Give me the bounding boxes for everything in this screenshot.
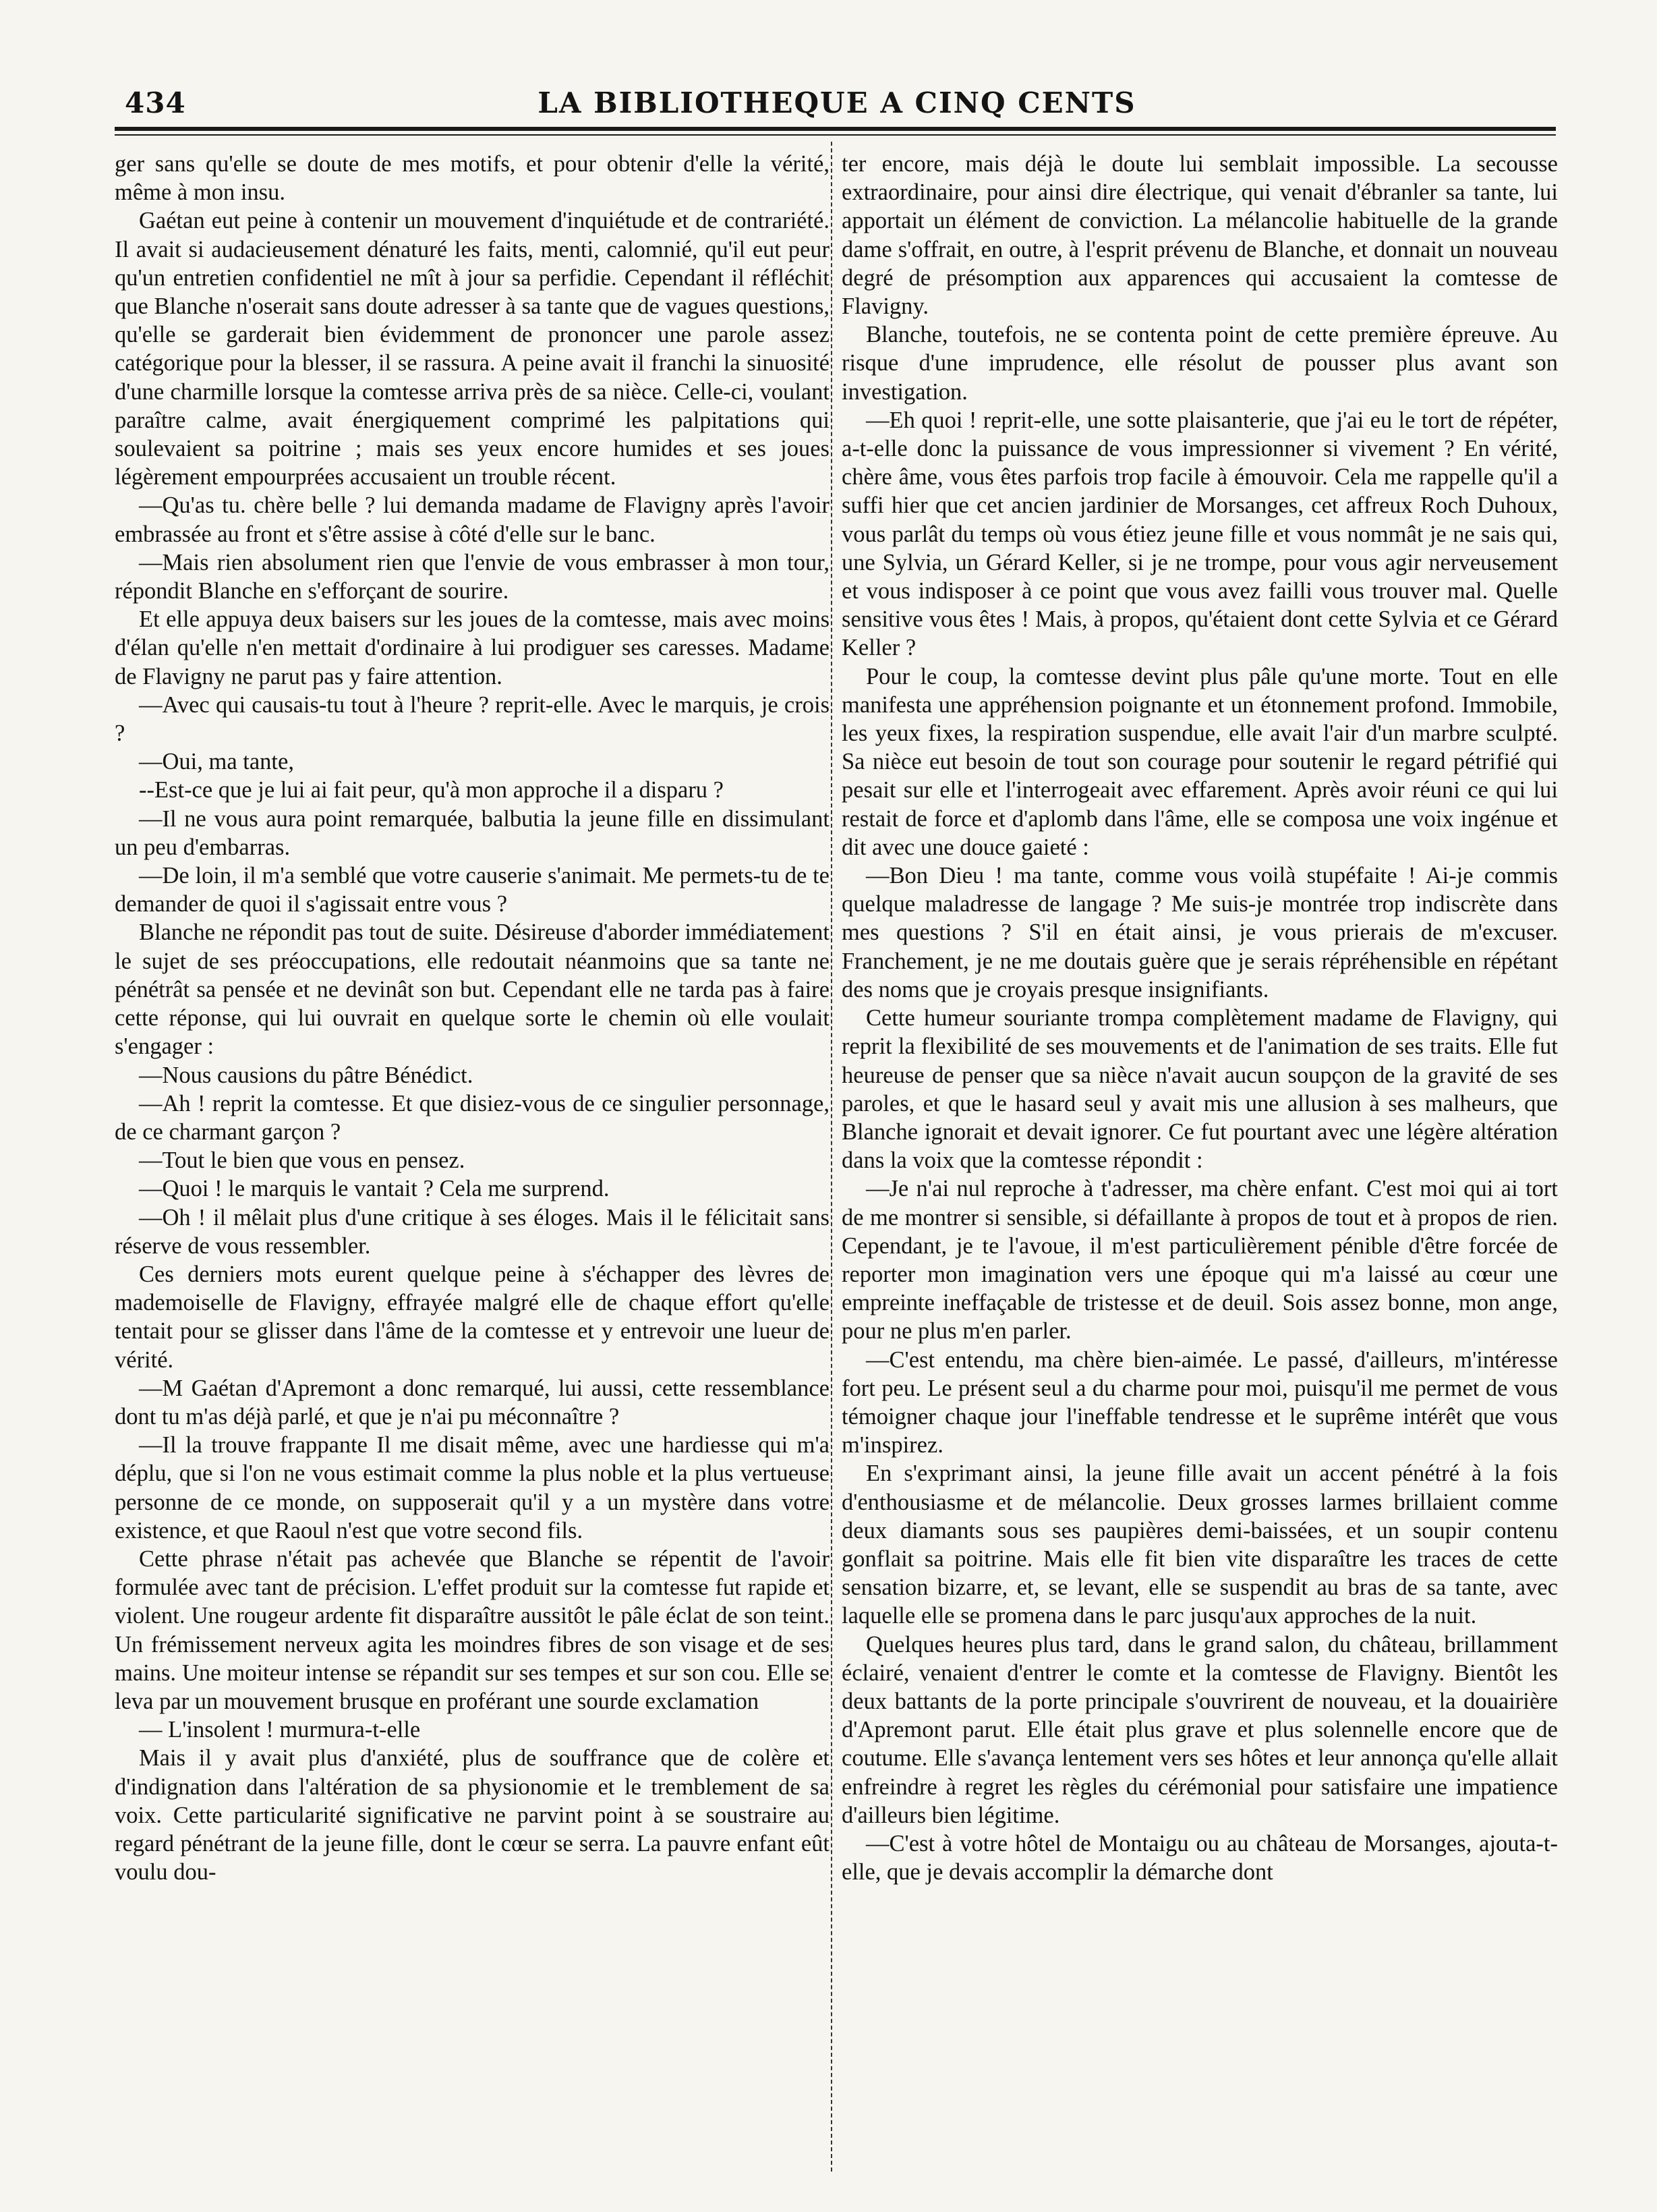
paragraph: Gaétan eut peine à contenir un mouvement d'inquiétude et de contrariété. Il avait si audacieusement dénaturé les faits, menti, calomnié, qu'il eut peur qu'un entretien confidentiel ne mît à jour sa perfidie. Cependant il réfléchit que Blanche n'oserait sans doute adresser à sa tante que de vagues questions, qu'elle se garderait bien évidemment de prononcer une parole assez catégorique pour la blesser, il se rassura. A peine avait il franchi la sinuosité d'une charmille lorsque la comtesse arriva près de sa nièce. Celle-ci, voulant paraître calme, avait énergiquement comprimé les palpitations qui soulevaient sa poitrine ; mais ses yeux encore humides et ses joues légèrement empourprées accusaient un trouble récent.	[115, 208, 830, 490]
paragraph: Quelques heures plus tard, dans le grand salon, du château, brillamment éclairé, venaient d'entrer le comte et la comtesse de Flavigny. Bientôt les deux battants de la porte principale s'ouvrirent de nouveau, et la douairière d'Apremont parut. Elle était plus grave et plus solennelle encore que de coutume. Elle s'avança lentement vers ses hôtes et leur annonça qu'elle allait enfreindre à regret les règles du cérémonial pour satisfaire une impatience d'ailleurs bien légitime.	[842, 1631, 1558, 1828]
paragraph: ger sans qu'elle se doute de mes motifs, et pour obtenir d'elle la vérité, même à mon insu.	[115, 151, 830, 206]
paragraph: —Qu'as tu. chère belle ? lui demanda madame de Flavigny après l'avoir embrassée au front et s'être assise à côté d'elle sur le banc.	[115, 492, 830, 547]
paragraph: —Il la trouve frappante Il me disait même, avec une hardiesse qui m'a déplu, que si l'on ne vous estimait comme la plus noble et la plus vertueuse personne de ce monde, on supposerait qu'il y a un mystère dans votre existence, et que Raoul n'est que votre second fils.	[115, 1432, 830, 1543]
paragraph: —Tout le bien que vous en pensez.	[139, 1147, 465, 1174]
paragraph: Cette phrase n'était pas achevée que Blanche se répentit de l'avoir formulée avec tant de précision. L'effet produit sur la comtesse fut rapide et violent. Une rougeur ardente fit disparaître aussitôt le pâle éclat de son teint. Un frémissement nerveux agita les moindres fibres de son visage et de ses mains. Une moiteur intense se répandit sur ses tempes et sur son cou. Elle se leva par un mouvement brusque en proférant une sourde exclamation	[115, 1545, 830, 1714]
paragraph: ter encore, mais déjà le doute lui semblait impossible. La secousse extraordinaire, pour ainsi dire électrique, qui venait d'ébranler sa tante, lui apportait un élément de conviction. La mélancolie habituelle de la grande dame s'offrait, en outre, à l'esprit prévenu de Blanche, et donnait un nouveau degré de présomption aux apparences qui accusaient la comtesse de Flavigny.	[842, 151, 1558, 320]
paragraph: Cette humeur souriante trompa complètement madame de Flavigny, qui reprit la flexibilité de ses mouvements et de l'animation de ses traits. Elle fut heureuse de penser que sa nièce n'avait aucun soupçon de la gravité de ses paroles, et que le hasard seul y avait mis une allusion à ses malheurs, que Blanche ignorait et devait ignorer. Ce fut pourtant avec une légère altération dans la voix que la comtesse répondit :	[842, 1005, 1558, 1174]
paragraph: —Bon Dieu ! ma tante, comme vous voilà stupéfaite ! Ai-je commis quelque maladresse de langage ? Me suis-je montrée trop indiscrète dans mes questions ? S'il en était ainsi, je vous prierais de m'excuser. Franchement, je ne me doutais guère que je serais répréhensible en répétant des noms que je croyais presque insignifiants.	[842, 863, 1558, 1002]
paragraph: —Avec qui causais-tu tout à l'heure ? reprit-elle. Avec le marquis, je crois ?	[115, 691, 830, 747]
paragraph: Pour le coup, la comtesse devint plus pâle qu'une morte. Tout en elle manifesta une appréhension poignante et un étonnement profond. Immobile, les yeux fixes, la respiration suspendue, elle avait l'air d'un marbre sculpté. Sa nièce eut besoin de tout son courage pour soutenir le regard pétrifié qui pesait sur elle et l'interrogeait avec effarement. Après avoir réuni ce qui lui restait de force et d'aplomb dans l'âme, elle se composa une voix ingénue et dit avec une douce gaieté :	[842, 663, 1558, 860]
paragraph: —Nous causions du pâtre Bénédict.	[139, 1062, 473, 1088]
paragraph: — L'insolent ! murmura-t-elle	[139, 1717, 421, 1743]
header-rule	[115, 127, 1556, 131]
column-divider	[831, 142, 832, 2172]
paragraph: Mais il y avait plus d'anxiété, plus de souffrance que de colère et d'indignation dans l'altération de sa physionomie et le tremblement de sa voix. Cette particularité significative ne parvint point à se soustraire au regard pénétrant de la jeune fille, dont le cœur se serra. La pauvre enfant eût voulu dou-	[115, 1745, 830, 1885]
paragraph: Blanche, toutefois, ne se contenta point de cette première épreuve. Au risque d'une imprudence, elle résolut de pousser plus avant son investigation.	[842, 322, 1558, 405]
right-column	[842, 150, 1558, 1886]
paragraph: —Il ne vous aura point remarquée, balbutia la jeune fille en dissimulant un peu d'embarras.	[115, 805, 830, 860]
paragraph: —Eh quoi ! reprit-elle, une sotte plaisanterie, que j'ai eu le tort de répéter, a-t-elle donc la puissance de vous impressionner si vivement ? En vérité, chère âme, vous êtes parfois trop facile à émouvoir. Cela me rappelle qu'il a suffi hier que cet ancien jardinier de Morsanges, cet affreux Roch Duhoux, vous parlât du temps où vous étiez jeune fille et vous nommât je ne sais qui, une Sylvia, un Gérard Keller, si je ne trompe, pour vous agir nerveusement et vous indisposer à ce point que vous avez failli vous trouver mal. Quelle sensitive vous êtes ! Mais, à propos, qu'étaient dont cette Sylvia et ce Gérard Keller ?	[842, 407, 1558, 661]
paragraph: —Oh ! il mêlait plus d'une critique à ses éloges. Mais il le félicitait sans réserve de vous ressembler.	[115, 1204, 830, 1259]
header-rule-thin	[115, 134, 1556, 136]
paragraph: En s'exprimant ainsi, la jeune fille avait un accent pénétré à la fois d'enthousiasme et de mélancolie. Deux grosses larmes brillaient comme deux diamants sous ses paupières demi-baissées, et un soupir contenu gonflait sa poitrine. Mais elle fit bien vite disparaître les traces de cette sensation bizarre, et, se levant, elle se suspendit au bras de sa tante, avec laquelle elle se promena dans le parc jusqu'aux approches de la nuit.	[842, 1461, 1558, 1629]
left-column	[115, 150, 830, 1886]
paragraph: —De loin, il m'a semblé que votre causerie s'animait. Me permets-tu de te demander de quoi il s'agissait entre vous ?	[115, 863, 830, 917]
paragraph: —Mais rien absolument rien que l'envie de vous embrasser à mon tour, répondit Blanche en s'efforçant de sourire.	[115, 549, 830, 604]
paragraph: —Oui, ma tante,	[139, 749, 294, 775]
paragraph: —M Gaétan d'Apremont a donc remarqué, lui aussi, cette ressemblance dont tu m'as déjà parlé, et que je n'ai pu méconnaître ?	[115, 1375, 830, 1429]
page-number: 434	[125, 86, 186, 119]
running-title: LA BIBLIOTHEQUE A CINQ CENTS	[537, 86, 1136, 119]
paragraph: —C'est entendu, ma chère bien-aimée. Le passé, d'ailleurs, m'intéresse fort peu. Le présent seul a du charme pour moi, puisqu'il me permet de vous témoigner chaque jour l'ineffable tendresse et le suprême intérêt que vous m'inspirez.	[842, 1346, 1558, 1458]
paragraph: Et elle appuya deux baisers sur les joues de la comtesse, mais avec moins d'élan qu'elle n'en mettait d'ordinaire à lui prodiguer ses caresses. Madame de Flavigny ne parut pas y faire attention.	[115, 606, 830, 689]
paragraph: —Je n'ai nul reproche à t'adresser, ma chère enfant. C'est moi qui ai tort de me montrer si sensible, si défaillante à propos de tout et à propos de rien. Cependant, je te l'avoue, il m'est particulièrement pénible d'être forcée de reporter mon imagination vers une époque qui m'a laissé au cœur une empreinte ineffaçable de tristesse et de deuil. Sois assez bonne, mon ange, pour ne plus m'en parler.	[842, 1176, 1558, 1344]
paragraph: —Ah ! reprit la comtesse. Et que disiez-vous de ce singulier personnage, de ce charmant garçon ?	[115, 1090, 830, 1145]
paragraph: Blanche ne répondit pas tout de suite. Désireuse d'aborder immédiatement le sujet de ses préoccupations, elle redoutait néanmoins que sa tante ne pénétrât sa pensée et ne devinât son but. Cependant elle ne tarda pas à faire cette réponse, qui lui ouvrait en quelque sorte le chemin où elle voulait s'engager :	[115, 919, 830, 1060]
paragraph: —Quoi ! le marquis le vantait ? Cela me surprend.	[139, 1176, 610, 1202]
paragraph: --Est-ce que je lui ai fait peur, qu'à mon approche il a disparu ?	[139, 777, 724, 803]
paragraph: —C'est à votre hôtel de Montaigu ou au château de Morsanges, ajouta-t-elle, que je devais accomplir la démarche dont	[842, 1830, 1558, 1885]
paragraph: Ces derniers mots eurent quelque peine à s'échapper des lèvres de mademoiselle de Flavigny, effrayée malgré elle de chaque effort qu'elle tentait pour se glisser dans l'âme de la comtesse et y entrevoir une lueur de vérité.	[115, 1261, 830, 1373]
